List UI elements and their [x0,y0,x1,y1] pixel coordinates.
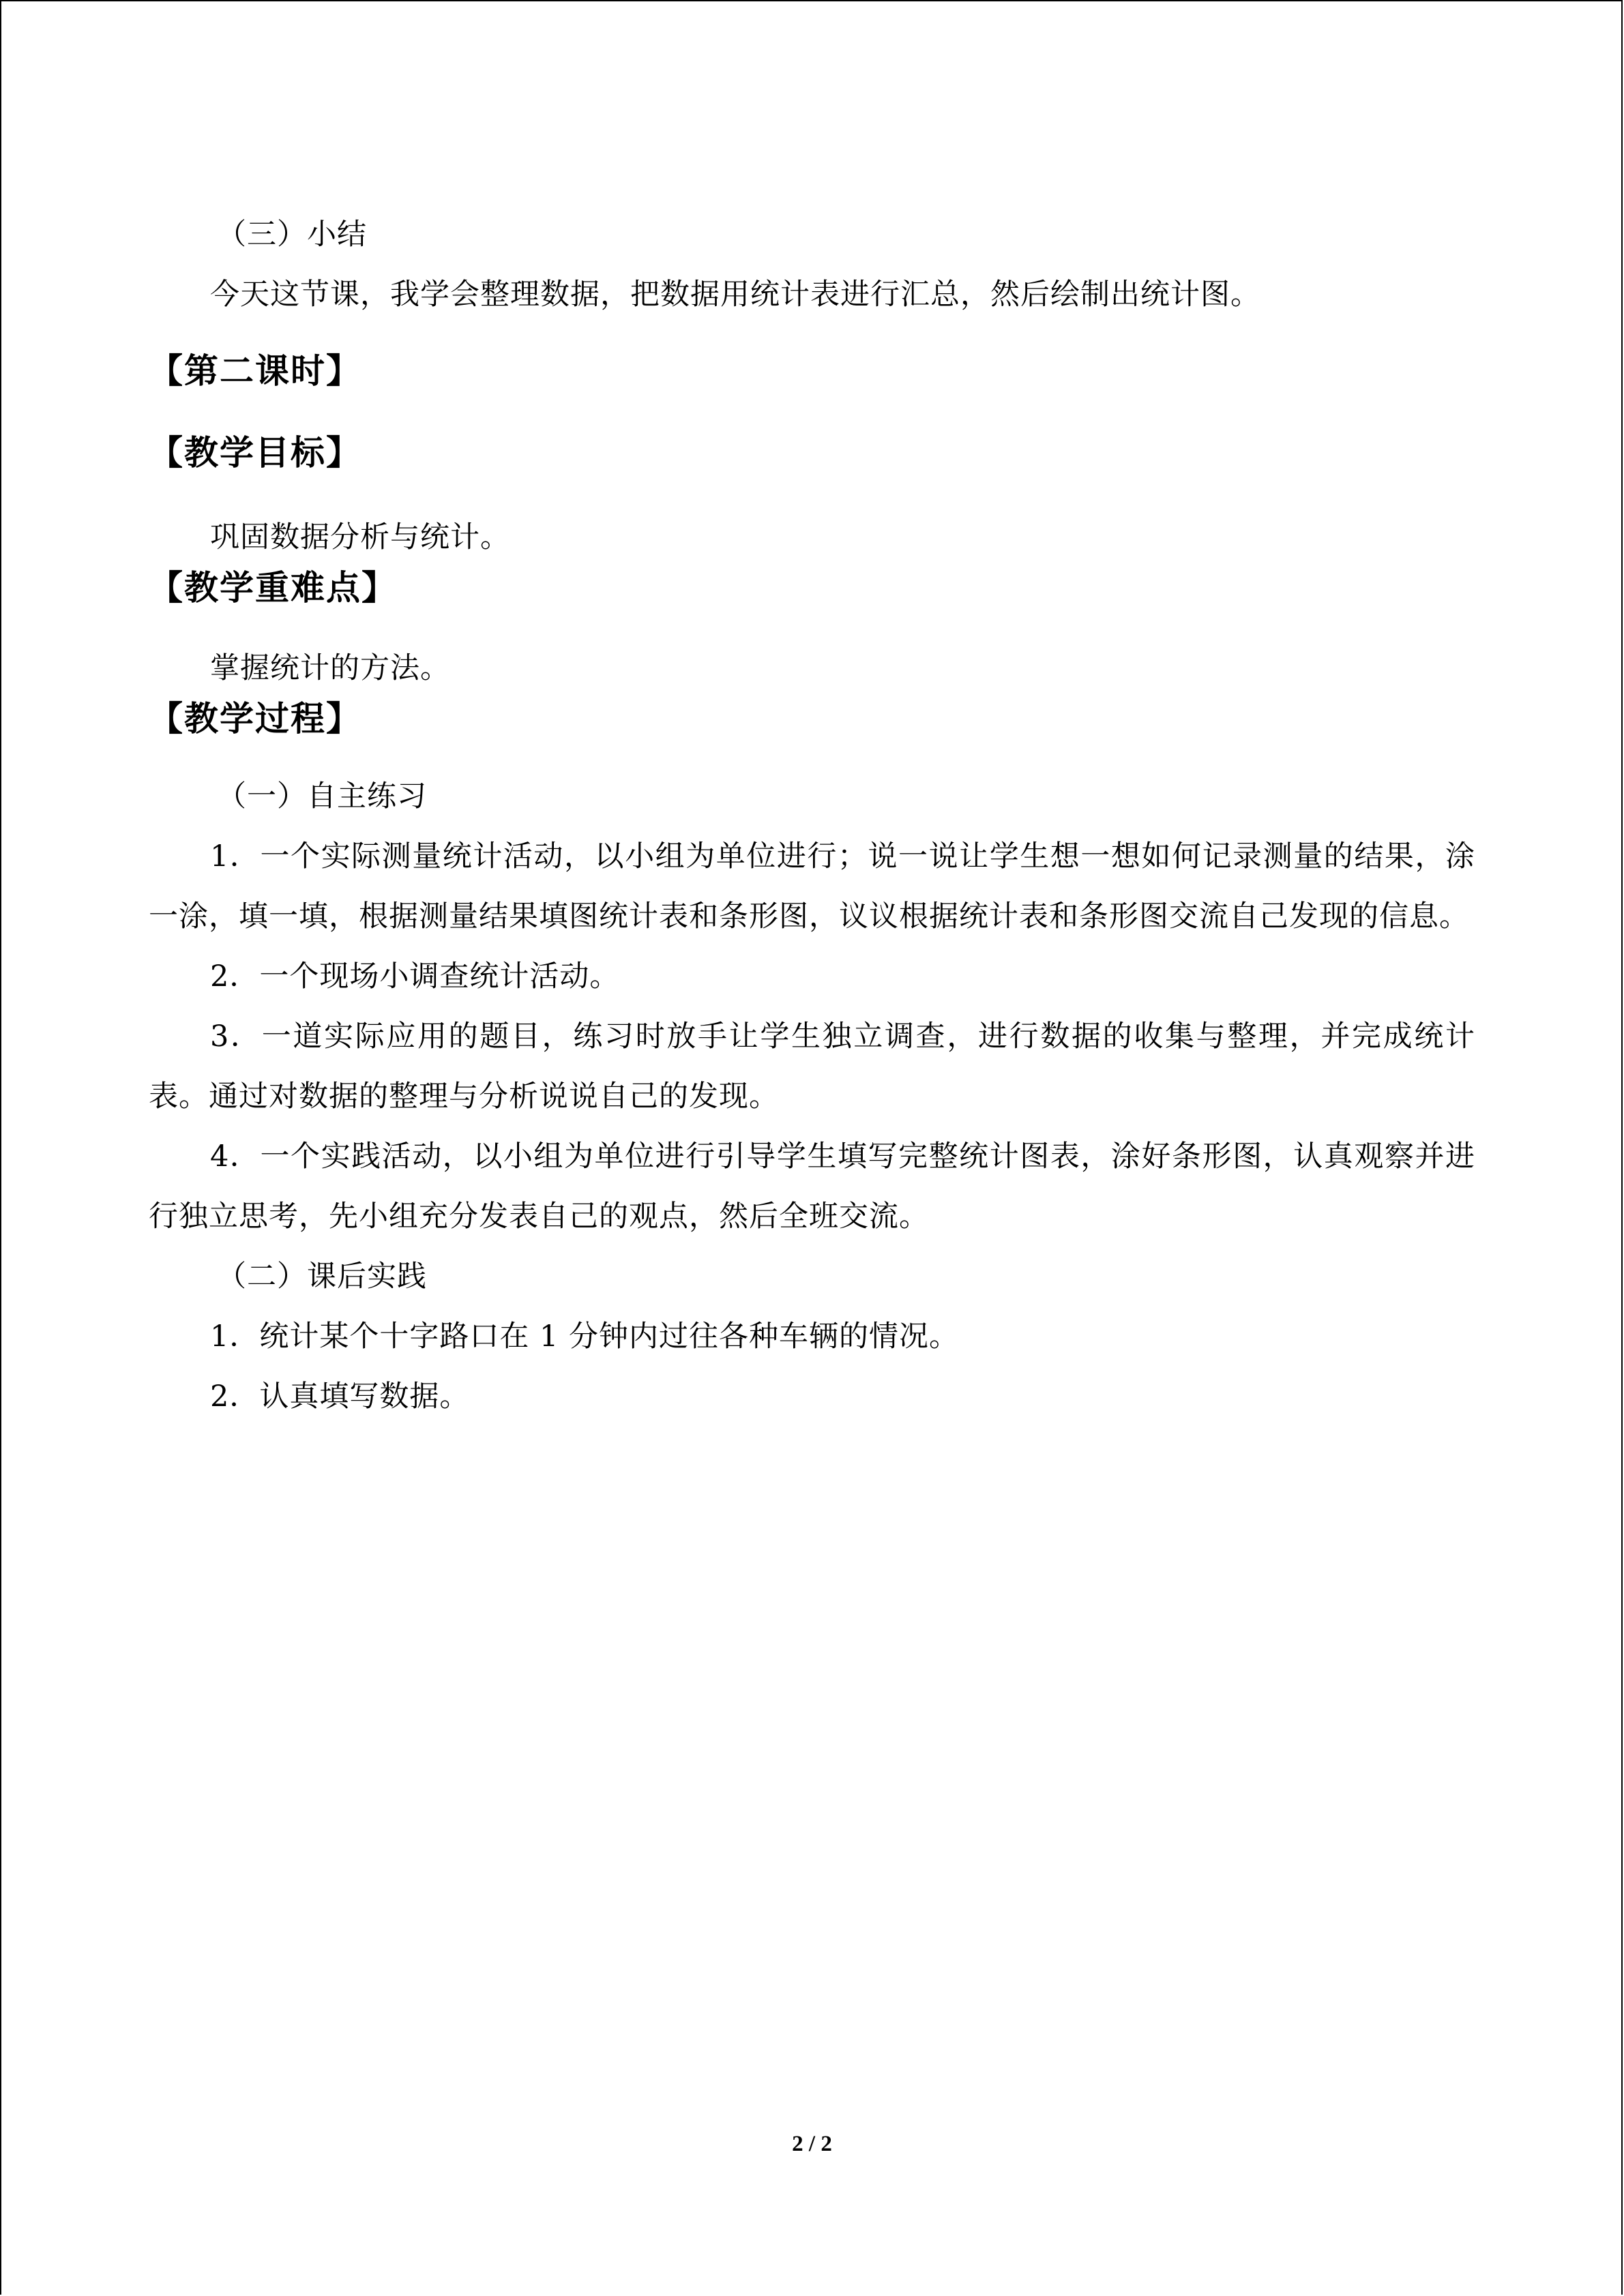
difficulty-text: 掌握统计的方法。 [210,651,450,685]
page-number: 2 / 2 [792,2132,832,2156]
practice-heading: （一）自主练习 [217,779,427,814]
goal-text: 巩固数据分析与统计。 [210,520,510,554]
process-heading: 【教学过程】 [149,699,361,739]
after-class-item: 1．统计某个十字路口在 1 分钟内过往各种车辆的情况。 [210,1320,960,1354]
difficulty-heading: 【教学重难点】 [149,568,397,608]
practice-item: 2．一个现场小调查统计活动。 [210,959,620,994]
practice-item: 1．一个实际测量统计活动，以小组为单位进行；说一说让学生想一想如何记录测量的结果，涂一涂，填一填，根据测量结果填图统计表和条形图，议议根据统计表和条形图交流自己发现的信息。 [149,839,1475,934]
goal-heading: 【教学目标】 [149,433,361,473]
document-body [149,205,1475,1427]
summary-text: 今天这节课，我学会整理数据，把数据用统计表进行汇总，然后绘制出统计图。 [210,278,1260,312]
practice-item: 3．一道实际应用的题目，练习时放手让学生独立调查，进行数据的收集与整理，并完成统计表。通过对数据的整理与分析说说自己的发现。 [149,1019,1475,1114]
after-class-heading: （二）课后实践 [217,1259,427,1294]
summary-heading: （三）小结 [217,218,367,252]
lesson2-heading: 【第二课时】 [149,351,361,391]
practice-item: 4．一个实践活动，以小组为单位进行引导学生填写完整统计图表，涂好条形图，认真观察并进行独立思考，先小组充分发表自己的观点，然后全班交流。 [149,1139,1475,1234]
after-class-item: 2．认真填写数据。 [210,1380,470,1414]
